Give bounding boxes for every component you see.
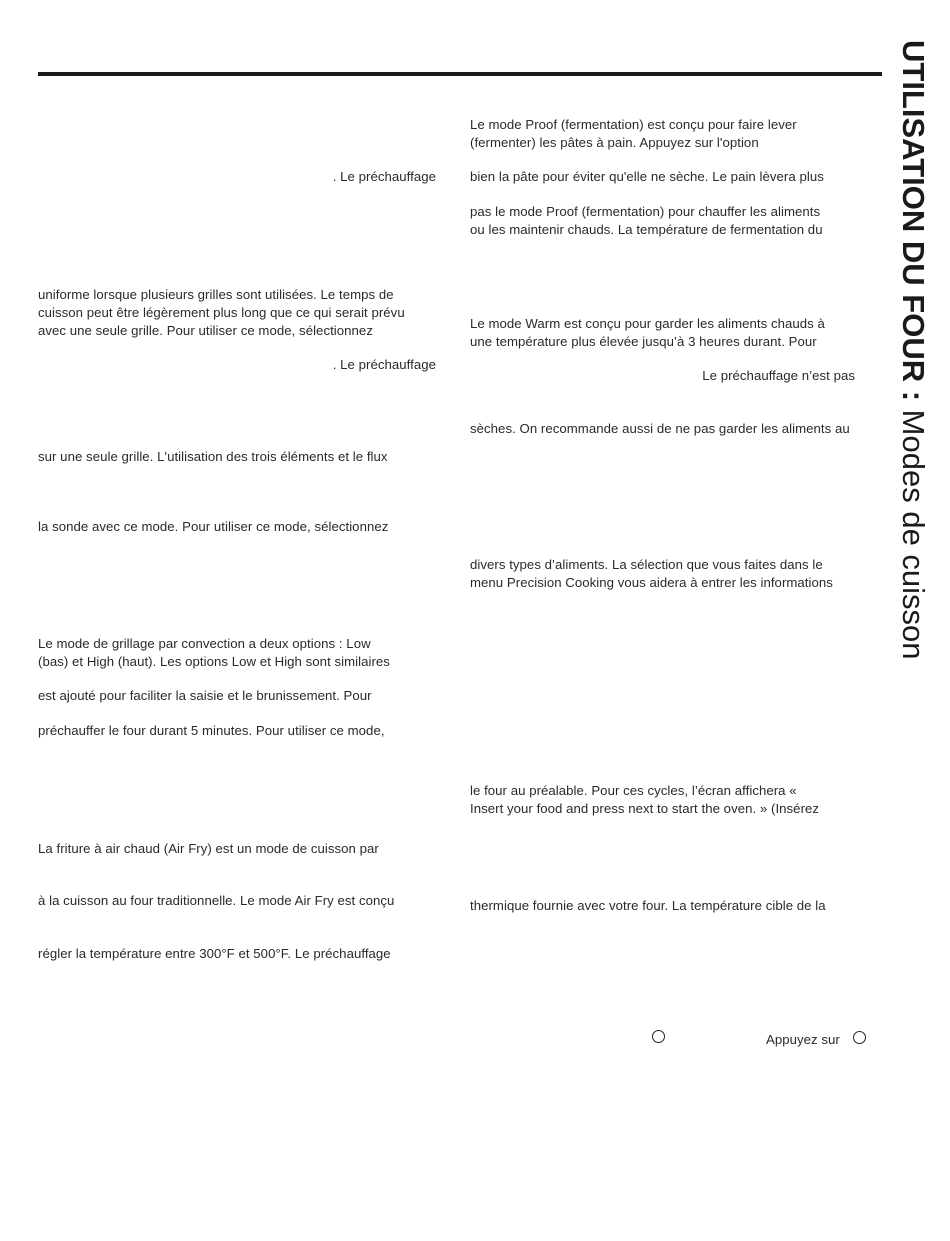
- text-line: à la cuisson au four traditionnelle. Le mode Air Fry est conçu: [38, 893, 395, 908]
- text-line: cuisson peut être légèrement plus long que ce qui serait prévu: [38, 305, 405, 320]
- text-line: La friture à air chaud (Air Fry) est un mode de cuisson par: [38, 841, 379, 856]
- text-line: Le mode Proof (fermentation) est conçu pour faire lever: [470, 117, 797, 132]
- section-title-regular: Modes de cuisson: [896, 401, 931, 660]
- circle-icon: [652, 1030, 665, 1043]
- text-line: pas le mode Proof (fermentation) pour chauffer les aliments: [470, 204, 821, 219]
- section-title-bold: UTILISATION DU FOUR :: [896, 40, 931, 402]
- text-line: (fermenter) les pâtes à pain. Appuyez sur l'option: [470, 135, 759, 150]
- header-rule: [38, 72, 882, 76]
- section-title: [896, 40, 930, 660]
- text-line: thermique fournie avec votre four. La température cible de la: [470, 898, 826, 913]
- text-line: Le mode Warm est conçu pour garder les aliments chauds à: [470, 316, 825, 331]
- text-line: menu Precision Cooking vous aidera à entrer les informations: [470, 575, 833, 590]
- circle-icon: [853, 1031, 866, 1044]
- text-line: sèches. On recommande aussi de ne pas garder les aliments au: [470, 421, 850, 436]
- text-line: régler la température entre 300°F et 500°F. Le préchauffage: [38, 946, 391, 961]
- text-line: Insert your food and press next to start the oven. » (Insérez: [470, 801, 820, 816]
- text-line: Le préchauffage n’est pas: [702, 368, 855, 383]
- text-line: une température plus élevée jusqu’à 3 heures durant. Pour: [470, 334, 817, 349]
- text-line: (bas) et High (haut). Les options Low et High sont similaires: [38, 654, 390, 669]
- text-line: divers types d’aliments. La sélection que vous faites dans le: [470, 557, 823, 572]
- text-line: la sonde avec ce mode. Pour utiliser ce mode, sélectionnez: [38, 519, 389, 534]
- text-line: . Le préchauffage: [332, 357, 436, 372]
- text-line: Appuyez sur: [766, 1032, 840, 1047]
- text-line: sur une seule grille. L'utilisation des trois éléments et le flux: [38, 449, 388, 464]
- text-line: est ajouté pour faciliter la saisie et le brunissement. Pour: [38, 688, 372, 703]
- text-line: . Le préchauffage: [332, 169, 436, 184]
- text-line: ou les maintenir chauds. La température de fermentation du: [470, 222, 823, 237]
- text-line: Le mode de grillage par convection a deux options : Low: [38, 636, 371, 651]
- text-line: préchauffer le four durant 5 minutes. Pour utiliser ce mode,: [38, 723, 385, 738]
- text-line: bien la pâte pour éviter qu'elle ne sèche. Le pain lèvera plus: [470, 169, 824, 184]
- text-line: uniforme lorsque plusieurs grilles sont utilisées. Le temps de: [38, 287, 394, 302]
- text-line: avec une seule grille. Pour utiliser ce mode, sélectionnez: [38, 323, 373, 338]
- text-line: le four au préalable. Pour ces cycles, l’écran affichera «: [470, 783, 797, 798]
